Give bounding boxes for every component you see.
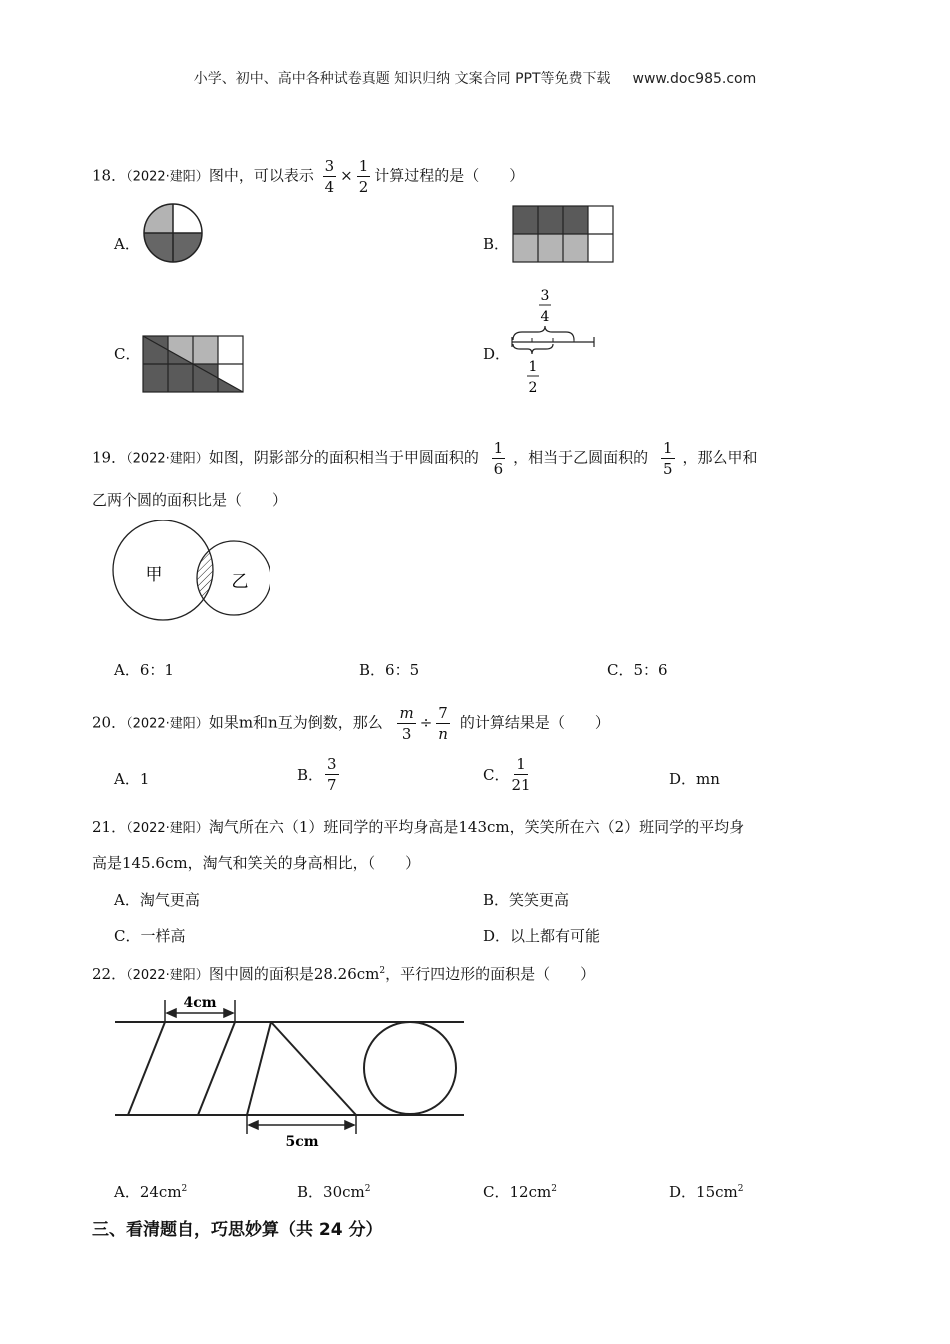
question-20 xyxy=(92,704,610,743)
q21-number: 21． xyxy=(92,818,127,836)
q19-fraction-2: $\frac{1}{5}$ xyxy=(662,439,673,478)
header-text: 小学、初中、高中各种试卷真题 知识归纳 文案合同 PPT等免费下载 xyxy=(193,71,611,87)
q20-option-a[interactable]: A．1 xyxy=(114,770,150,788)
q19-fraction-1: $\frac{1}{6}$ xyxy=(493,439,504,478)
q22-text-1-sup: 2 xyxy=(379,966,386,976)
q18-figure-a xyxy=(143,203,203,263)
q18-label-c: C． xyxy=(114,345,141,363)
figD-bottom-denominator: 2 xyxy=(528,380,538,396)
q20-option-c[interactable]: C． $\frac{1}{21}$ xyxy=(483,755,531,794)
q18-label-b: B． xyxy=(483,235,510,253)
q22-option-d[interactable]: D．$15cm^2$ xyxy=(669,1183,744,1201)
question-19 xyxy=(92,439,758,478)
label-yi: 乙 xyxy=(231,572,249,592)
question-22 xyxy=(92,960,595,987)
q20-text-1: 如果m和n互为倒数，那么 xyxy=(208,713,383,732)
q20-option-d[interactable]: D．mn xyxy=(669,770,720,788)
q19-text-3: ，那么甲和 xyxy=(682,448,758,467)
q21-option-a[interactable]: A．淘气更高 xyxy=(114,891,200,909)
q19-line-2: 乙两个圆的面积比是（ ） xyxy=(92,491,288,509)
q18-times: × xyxy=(340,166,353,185)
header-url[interactable]: www.doc985.com xyxy=(632,71,757,87)
question-18 xyxy=(92,157,524,196)
q20-number: 20． xyxy=(92,713,127,732)
q20-option-b[interactable]: B． $\frac{3}{7}$ xyxy=(297,755,337,794)
q20-fraction-1: $\frac{m}{3}$ xyxy=(399,704,414,743)
q22-figure xyxy=(112,988,468,1150)
label-jia: 甲 xyxy=(145,565,163,585)
q21-option-c[interactable]: C．一样高 xyxy=(114,927,186,945)
figD-top-denominator: 4 xyxy=(540,309,550,325)
triangle-left-side xyxy=(247,1022,271,1115)
q18-label-d: D． xyxy=(483,345,511,363)
q22-text-1: 图中圆的面积是28.26cm xyxy=(208,965,380,983)
q18-text-after: 计算过程的是（ ） xyxy=(374,166,525,185)
q19-source: （2022·建阳） xyxy=(126,451,209,467)
q22-option-b[interactable]: B．$30cm^2$ xyxy=(297,1183,371,1201)
q20-text-2: 的计算结果是（ ） xyxy=(459,713,610,732)
q20-div: ÷ xyxy=(419,713,433,732)
q21-line-1: 淘气所在六（1）班同学的平均身高是143cm，笑笑所在六（2）班同学的平均身 xyxy=(208,818,745,836)
q18-text-before: 图中，可以表示 xyxy=(208,166,314,185)
figD-bottom-numerator: 1 xyxy=(528,359,538,375)
q22-number: 22． xyxy=(92,965,127,983)
q19-figure xyxy=(108,520,270,622)
figD-bottom-brace xyxy=(513,344,553,354)
figD-top-brace xyxy=(513,326,574,340)
parallelogram-right-side xyxy=(198,1022,235,1115)
q19-text-2: ，相当于乙圆面积的 xyxy=(513,448,649,467)
q18-source: （2022·建阳） xyxy=(126,169,209,185)
q22-option-c[interactable]: C．$12cm^2$ xyxy=(483,1183,557,1201)
q19-number: 19． xyxy=(92,448,127,467)
q18-figure-c xyxy=(142,335,246,393)
q19-option-a[interactable]: A．6：1 xyxy=(114,661,174,679)
q21-option-b[interactable]: B．笑笑更高 xyxy=(483,891,570,909)
q18-number: 18． xyxy=(92,166,127,185)
circle xyxy=(364,1022,456,1114)
label-4cm: 4cm xyxy=(183,995,217,1011)
q21-source: （2022·建阳） xyxy=(126,821,209,836)
label-5cm: 5cm xyxy=(285,1134,319,1150)
q18-figure-d xyxy=(508,285,600,397)
q18-fraction-2: $\frac{1}{2}$ xyxy=(358,157,369,196)
q19-option-b[interactable]: B．6：5 xyxy=(359,661,420,679)
question-21 xyxy=(92,816,744,840)
q22-text-2: ，平行四边形的面积是（ ） xyxy=(385,965,596,983)
triangle-right-side xyxy=(271,1022,356,1115)
parallelogram-left-side xyxy=(128,1022,165,1115)
q21-line-2: 高是145.6cm，淘气和笑关的身高相比，（ ） xyxy=(92,854,421,872)
q18-label-a: A． xyxy=(114,235,140,253)
q22-source: （2022·建阳） xyxy=(126,968,209,983)
q21-option-d[interactable]: D．以上都有可能 xyxy=(483,927,601,945)
q18-figure-b xyxy=(512,205,615,263)
figD-top-numerator: 3 xyxy=(540,288,550,304)
q22-option-a[interactable]: A．$24cm^2$ xyxy=(114,1183,188,1201)
page-header xyxy=(0,68,950,88)
section-3-title: 三、看清题自，巧思妙算（共 24 分） xyxy=(92,1220,383,1240)
q20-fraction-2: $\frac{7}{n}$ xyxy=(438,704,448,743)
q19-option-c[interactable]: C．5：6 xyxy=(607,661,668,679)
q18-fraction-1: $\frac{3}{4}$ xyxy=(324,157,335,196)
q20-source: （2022·建阳） xyxy=(126,716,209,732)
q19-text-1: 如图，阴影部分的面积相当于甲圆面积的 xyxy=(208,448,479,467)
